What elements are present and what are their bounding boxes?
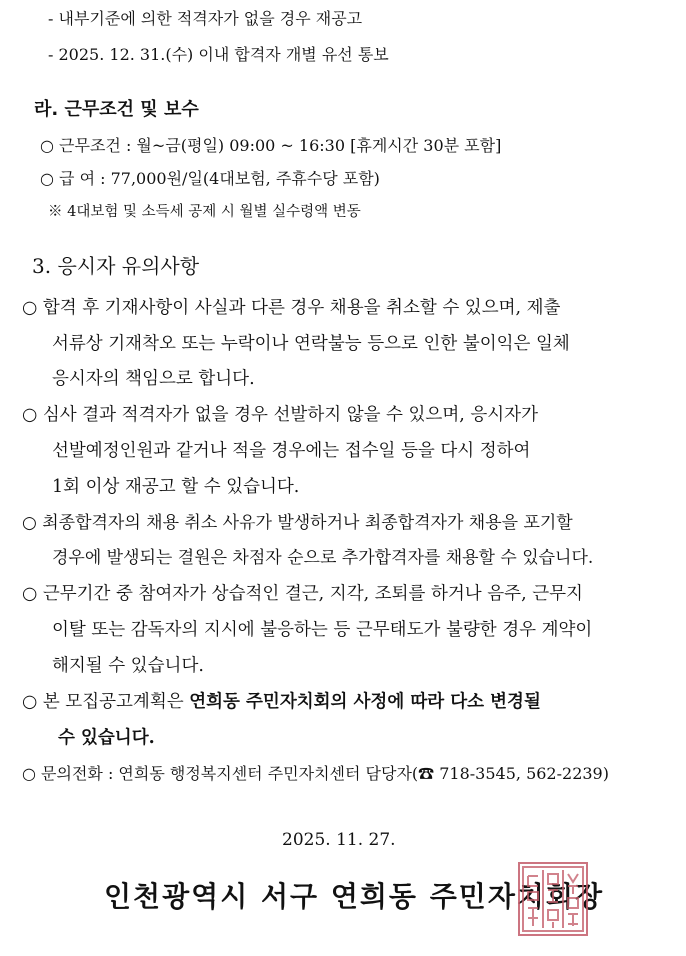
notice-item-1-line: 서류상 기재착오 또는 누락이나 연락불능 등으로 인한 불이익은 일체 — [52, 334, 570, 354]
notice-item-2-line: 선발예정인원과 같거나 적을 경우에는 접수일 등을 다시 정하여 — [52, 441, 531, 461]
recruit-note-notification: - 2025. 12. 31.(수) 이내 합격자 개별 유선 통보 — [48, 45, 389, 64]
official-seal-stamp — [518, 862, 588, 936]
notice-item-3-line: 경우에 발생되는 결원은 차점자 순으로 추가합격자를 채용할 수 있습니다. — [52, 548, 594, 568]
conditions-hours: ○ 근무조건 : 월~금(평일) 09:00 ~ 16:30 [휴게시간 30분 포함] — [40, 136, 502, 155]
contact-line: ○ 문의전화 : 연희동 행정복지센터 주민자치센터 담당자(☎ 718-3545, 562-2239) — [22, 764, 609, 783]
notice-item-3-line: ○ 최종합격자의 채용 취소 사유가 발생하거나 최종합격자가 채용을 포기할 — [22, 513, 573, 533]
notice-item-5-emphasis: 연희동 주민자치회의 사정에 따라 다소 변경될 — [189, 692, 541, 712]
notice-item-5-prefix: ○ 본 모집공고계획은 — [22, 692, 190, 712]
notices-heading: 3. 응시자 유의사항 — [32, 254, 200, 278]
recruit-note-reannounce: - 내부기준에 의한 적격자가 없을 경우 재공고 — [48, 9, 363, 28]
notice-item-1-line: ○ 합격 후 기재사항이 사실과 다른 경우 채용을 취소할 수 있으며, 제출 — [22, 298, 561, 318]
notice-item-2-line: 1회 이상 재공고 할 수 있습니다. — [52, 477, 300, 497]
notice-item-4-line: 해지될 수 있습니다. — [52, 656, 204, 676]
notice-item-5-line — [22, 691, 541, 713]
notice-item-2-line: ○ 심사 결과 적격자가 없을 경우 선발하지 않을 수 있으며, 응시자가 — [22, 405, 538, 425]
issuer-name: 인천광역시 서구 연희동 주민자치회장 — [104, 880, 605, 913]
notice-item-5-emphasis: 수 있습니다. — [58, 728, 155, 748]
announcement-date: 2025. 11. 27. — [282, 830, 396, 850]
conditions-pay: ○ 급 여 : 77,000원/일(4대보험, 주휴수당 포함) — [40, 169, 380, 188]
notice-item-4-line: ○ 근무기간 중 참여자가 상습적인 결근, 지각, 조퇴를 하거나 음주, 근무지 — [22, 584, 583, 604]
conditions-note: ※ 4대보험 및 소득세 공제 시 월별 실수령액 변동 — [48, 204, 361, 220]
conditions-heading: 라. 근무조건 및 보수 — [34, 99, 199, 120]
notice-item-1-line: 응시자의 책임으로 합니다. — [52, 369, 255, 389]
notice-item-4-line: 이탈 또는 감독자의 지시에 불응하는 등 근무태도가 불량한 경우 계약이 — [52, 620, 593, 640]
